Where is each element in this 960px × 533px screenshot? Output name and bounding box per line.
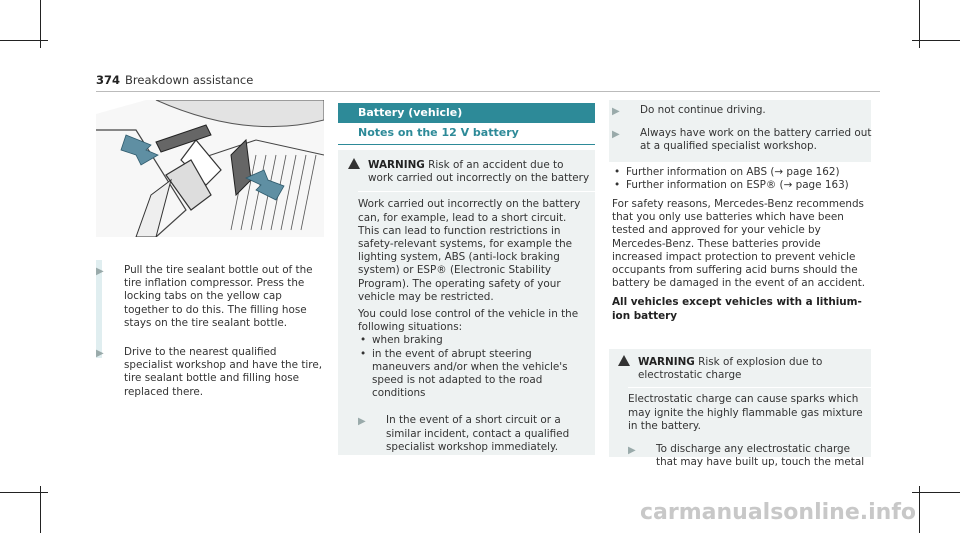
warning-content — [348, 158, 590, 454]
list-item[interactable]: • Further information on ESP® (→ page 163) — [612, 179, 872, 192]
arrow-icon: ▶ — [96, 348, 104, 360]
crop-mark — [919, 486, 920, 533]
list-item: • when braking — [358, 334, 590, 347]
crop-mark — [40, 486, 41, 533]
warning-icon — [618, 355, 630, 366]
arrow-icon: ▶ — [612, 129, 620, 141]
warning-icon — [348, 158, 360, 169]
instruction-step: ▶ Pull the tire sealant bottle out of the tire inflation compressor. Press the locking tabs on the yellow cap together to do this. The filling hose stays on the tire sealant bottle. — [96, 264, 313, 329]
watermark: carmanualsonline.info — [640, 500, 916, 525]
subsection-heading: Notes on the 12 V battery — [358, 126, 519, 139]
crop-mark — [0, 492, 48, 493]
warning-body: Work carried out incorrectly on the battery can, for example, lead to a short circuit. This can lead to function restrictions in safety-relevant systems, for example the lighting system, ABS (anti-lock braking system) or ESP® (Electronic Stability Program). The operating safety of your vehicle may be restricted. — [358, 198, 581, 303]
arrow-icon: ▶ — [358, 416, 366, 428]
instruction-step: ▶ To discharge any electrostatic charge that may have built up, touch the metal — [628, 443, 865, 469]
warning-title: Risk of explosion due to electrostatic charge — [638, 356, 823, 382]
header-divider — [96, 91, 880, 92]
instruction-step: ▶ In the event of a short circuit or a similar incident, contact a qualified specialist workshop immediately. — [358, 414, 570, 453]
arrow-icon: ▶ — [628, 445, 636, 457]
column-3 — [612, 104, 872, 323]
instruction-step: ▶ Drive to the nearest qualified specialist workshop and have the tire, tire sealant bottle and filling hose replaced there. — [96, 346, 323, 398]
section-subheading: All vehicles except vehicles with a lithium-ion battery — [612, 296, 862, 322]
crop-mark — [0, 40, 48, 41]
warning-divider — [628, 387, 878, 388]
list-item: • in the event of abrupt steering maneuvers and/or when the vehicle's speed is not adapted to the road conditions — [358, 348, 590, 401]
warning-divider — [358, 191, 600, 192]
subsection-divider — [338, 144, 595, 145]
crop-mark — [912, 492, 960, 493]
tire-sealant-illustration — [96, 100, 324, 237]
arrow-icon: ▶ — [612, 106, 620, 117]
warning-title: Risk of an accident due to work carried out incorrectly on the battery — [368, 159, 590, 185]
column-1 — [96, 264, 324, 399]
body-paragraph: For safety reasons, Mercedes-Benz recommends that you only use batteries which have been tested and approved for your vehicle by Mercedes-Benz. These batteries provide increased impact protection to prevent vehicle occupants from suffering acid burns should the battery be damaged in the event of an accident. — [612, 198, 866, 290]
warning-content — [618, 355, 868, 469]
arrow-icon: ▶ — [96, 266, 104, 277]
warning-label: WARNING — [368, 159, 425, 171]
instruction-step: ▶ Always have work on the battery carried out at a qualified specialist workshop. — [612, 127, 872, 153]
list-item[interactable]: • Further information on ABS (→ page 162) — [612, 166, 872, 179]
page-number: 374 — [96, 73, 121, 87]
warning-body: Electrostatic charge can cause sparks which may ignite the highly flammable gas mixture in the battery. — [628, 393, 863, 432]
warning-body: You could lose control of the vehicle in the following situations: — [358, 308, 579, 334]
section-heading: Battery (vehicle) — [338, 103, 595, 123]
crop-mark — [912, 40, 960, 41]
section-title: Breakdown assistance — [125, 73, 254, 87]
warning-label: WARNING — [638, 356, 695, 368]
instruction-step: ▶ Do not continue driving. — [612, 104, 766, 117]
